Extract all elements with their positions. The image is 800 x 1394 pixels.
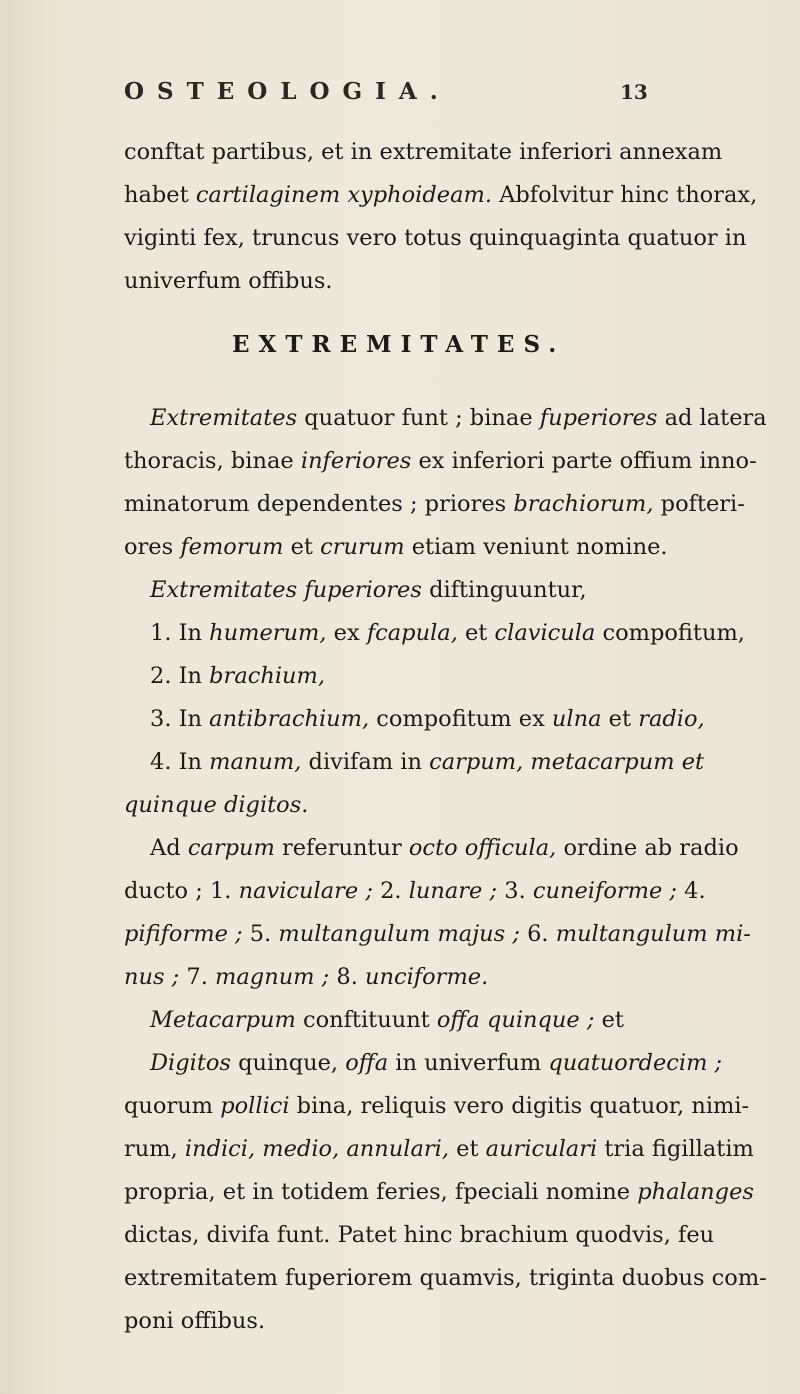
text-line: quorum pollici bina, reliquis vero digitis quatuor, nimi- (124, 1093, 750, 1119)
text-line: extremitatem fuperiorem quamvis, triginta duobus com- (124, 1265, 767, 1291)
text-line: Ad carpum referuntur octo officula, ordine ab radio (150, 835, 739, 861)
text-line: 2. In brachium, (150, 663, 325, 689)
text-line: rum, indici, medio, annulari, et auriculari tria figillatim (124, 1136, 754, 1162)
running-header (124, 78, 684, 118)
page-number: 13 (620, 80, 648, 104)
text-line: minatorum dependentes ; priores brachiorum, pofteri- (124, 491, 745, 517)
text-line: ores femorum et crurum etiam veniunt nomine. (124, 534, 668, 560)
text-line: poni offibus. (124, 1308, 266, 1334)
text-line: Metacarpum conftituunt offa quinque ; et (150, 1007, 624, 1033)
text-line: dictas, divifa funt. Patet hinc brachium quodvis, feu (124, 1222, 715, 1248)
text-line: habet cartilaginem xyphoideam. Abfolvitur hinc thorax, (124, 182, 758, 208)
running-title: OSTEOLOGIA. (124, 78, 451, 105)
text-line: univerfum offibus. (124, 268, 333, 294)
text-line: 3. In antibrachium, compofitum ex ulna et radio, (150, 706, 705, 732)
text-line: Extremitates fuperiores diftinguuntur, (150, 577, 587, 603)
text-line: conftat partibus, et in extremitate inferiori annexam (124, 139, 723, 165)
text-line: Digitos quinque, offa in univerfum quatuordecim ; (150, 1050, 723, 1076)
text-line: thoracis, binae inferiores ex inferiori parte offium inno- (124, 448, 757, 474)
text-line: quinque digitos. (124, 792, 309, 818)
section-heading: EXTREMITATES. (232, 331, 566, 358)
text-line: viginti fex, truncus vero totus quinquaginta quatuor in (124, 225, 747, 251)
text-line: nus ; 7. magnum ; 8. unciforme. (124, 964, 489, 990)
text-line: ducto ; 1. naviculare ; 2. lunare ; 3. cuneiforme ; 4. (124, 878, 706, 904)
text-line: propria, et in totidem feries, fpeciali nomine phalanges (124, 1179, 754, 1205)
text-line: 4. In manum, divifam in carpum, metacarpum et (150, 749, 705, 775)
text-line: 1. In humerum, ex fcapula, et clavicula compofitum, (150, 620, 745, 646)
text-line: pififorme ; 5. multangulum majus ; 6. multangulum mi- (124, 921, 751, 947)
text-line: Extremitates quatuor funt ; binae fuperiores ad latera (150, 405, 767, 431)
